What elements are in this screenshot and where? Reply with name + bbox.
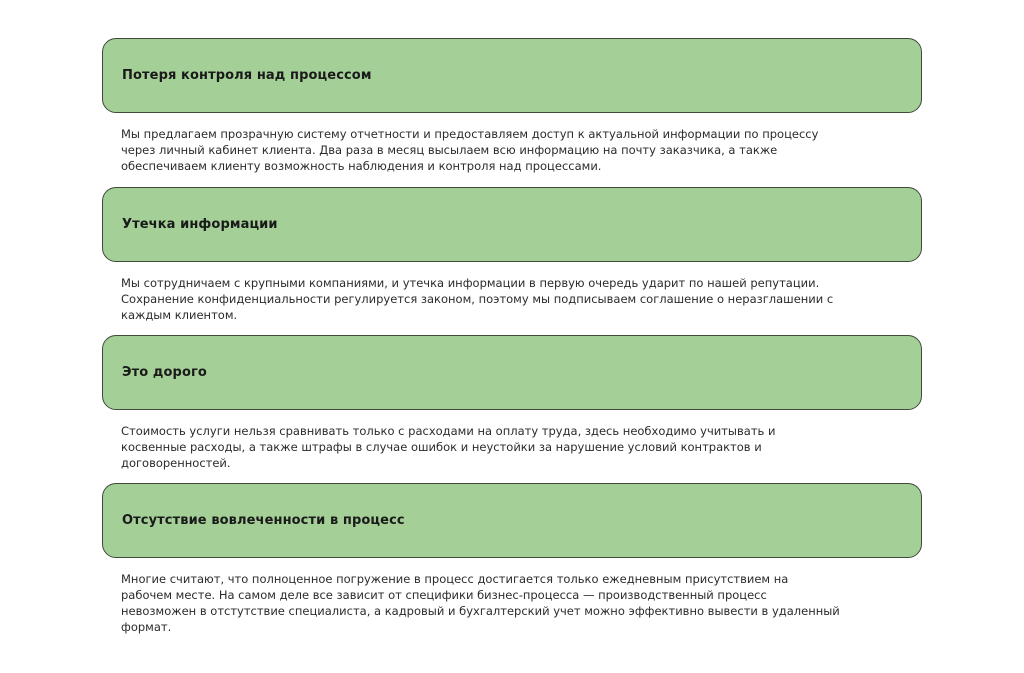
objection-answer: Мы сотрудничаем с крупными компаниями, и утечка информации в первую очередь ударит по нашей репутации. Сохранение конфиденциальности регулируется законом, поэтому мы подписываем соглашение о неразглашении с каждым клиентом. bbox=[121, 276, 834, 322]
objection-header bbox=[102, 38, 922, 113]
objection-title: Потеря контроля над процессом bbox=[122, 68, 372, 83]
objection-header bbox=[102, 335, 922, 410]
objection-item-expensive bbox=[102, 335, 922, 471]
objection-item-no-involvement bbox=[102, 483, 922, 635]
objection-title: Это дорого bbox=[122, 365, 207, 380]
objection-header bbox=[102, 483, 922, 558]
objection-title: Отсутствие вовлеченности в процесс bbox=[122, 513, 405, 528]
objection-header bbox=[102, 187, 922, 262]
objection-item-control-loss bbox=[102, 38, 922, 174]
objection-answer: Стоимость услуги нельзя сравнивать только с расходами на оплату труда, здесь необходимо учитывать и косвенные расходы, а также штрафы в случае ошибок и неустойки за нарушение условий контрактов и договоренностей. bbox=[121, 424, 776, 470]
objection-item-info-leak bbox=[102, 187, 922, 323]
objection-answer: Мы предлагаем прозрачную систему отчетности и предоставляем доступ к актуальной информации по процессу через личный кабинет клиента. Два раза в месяц высылаем всю информацию на почту заказчика, а также обеспечиваем клиенту возможность наблюдения и контроля над процессами. bbox=[121, 127, 819, 173]
objection-title: Утечка информации bbox=[122, 217, 278, 232]
objection-answer: Многие считают, что полноценное погружение в процесс достигается только ежедневным присутствием на рабочем месте. На самом деле все зависит от специфики бизнес-процесса — производственный процесс невозможен в отстутствие специалиста, а кадровый и бухгалтерский учет можно эффективно вывести в удаленный формат. bbox=[121, 572, 840, 634]
